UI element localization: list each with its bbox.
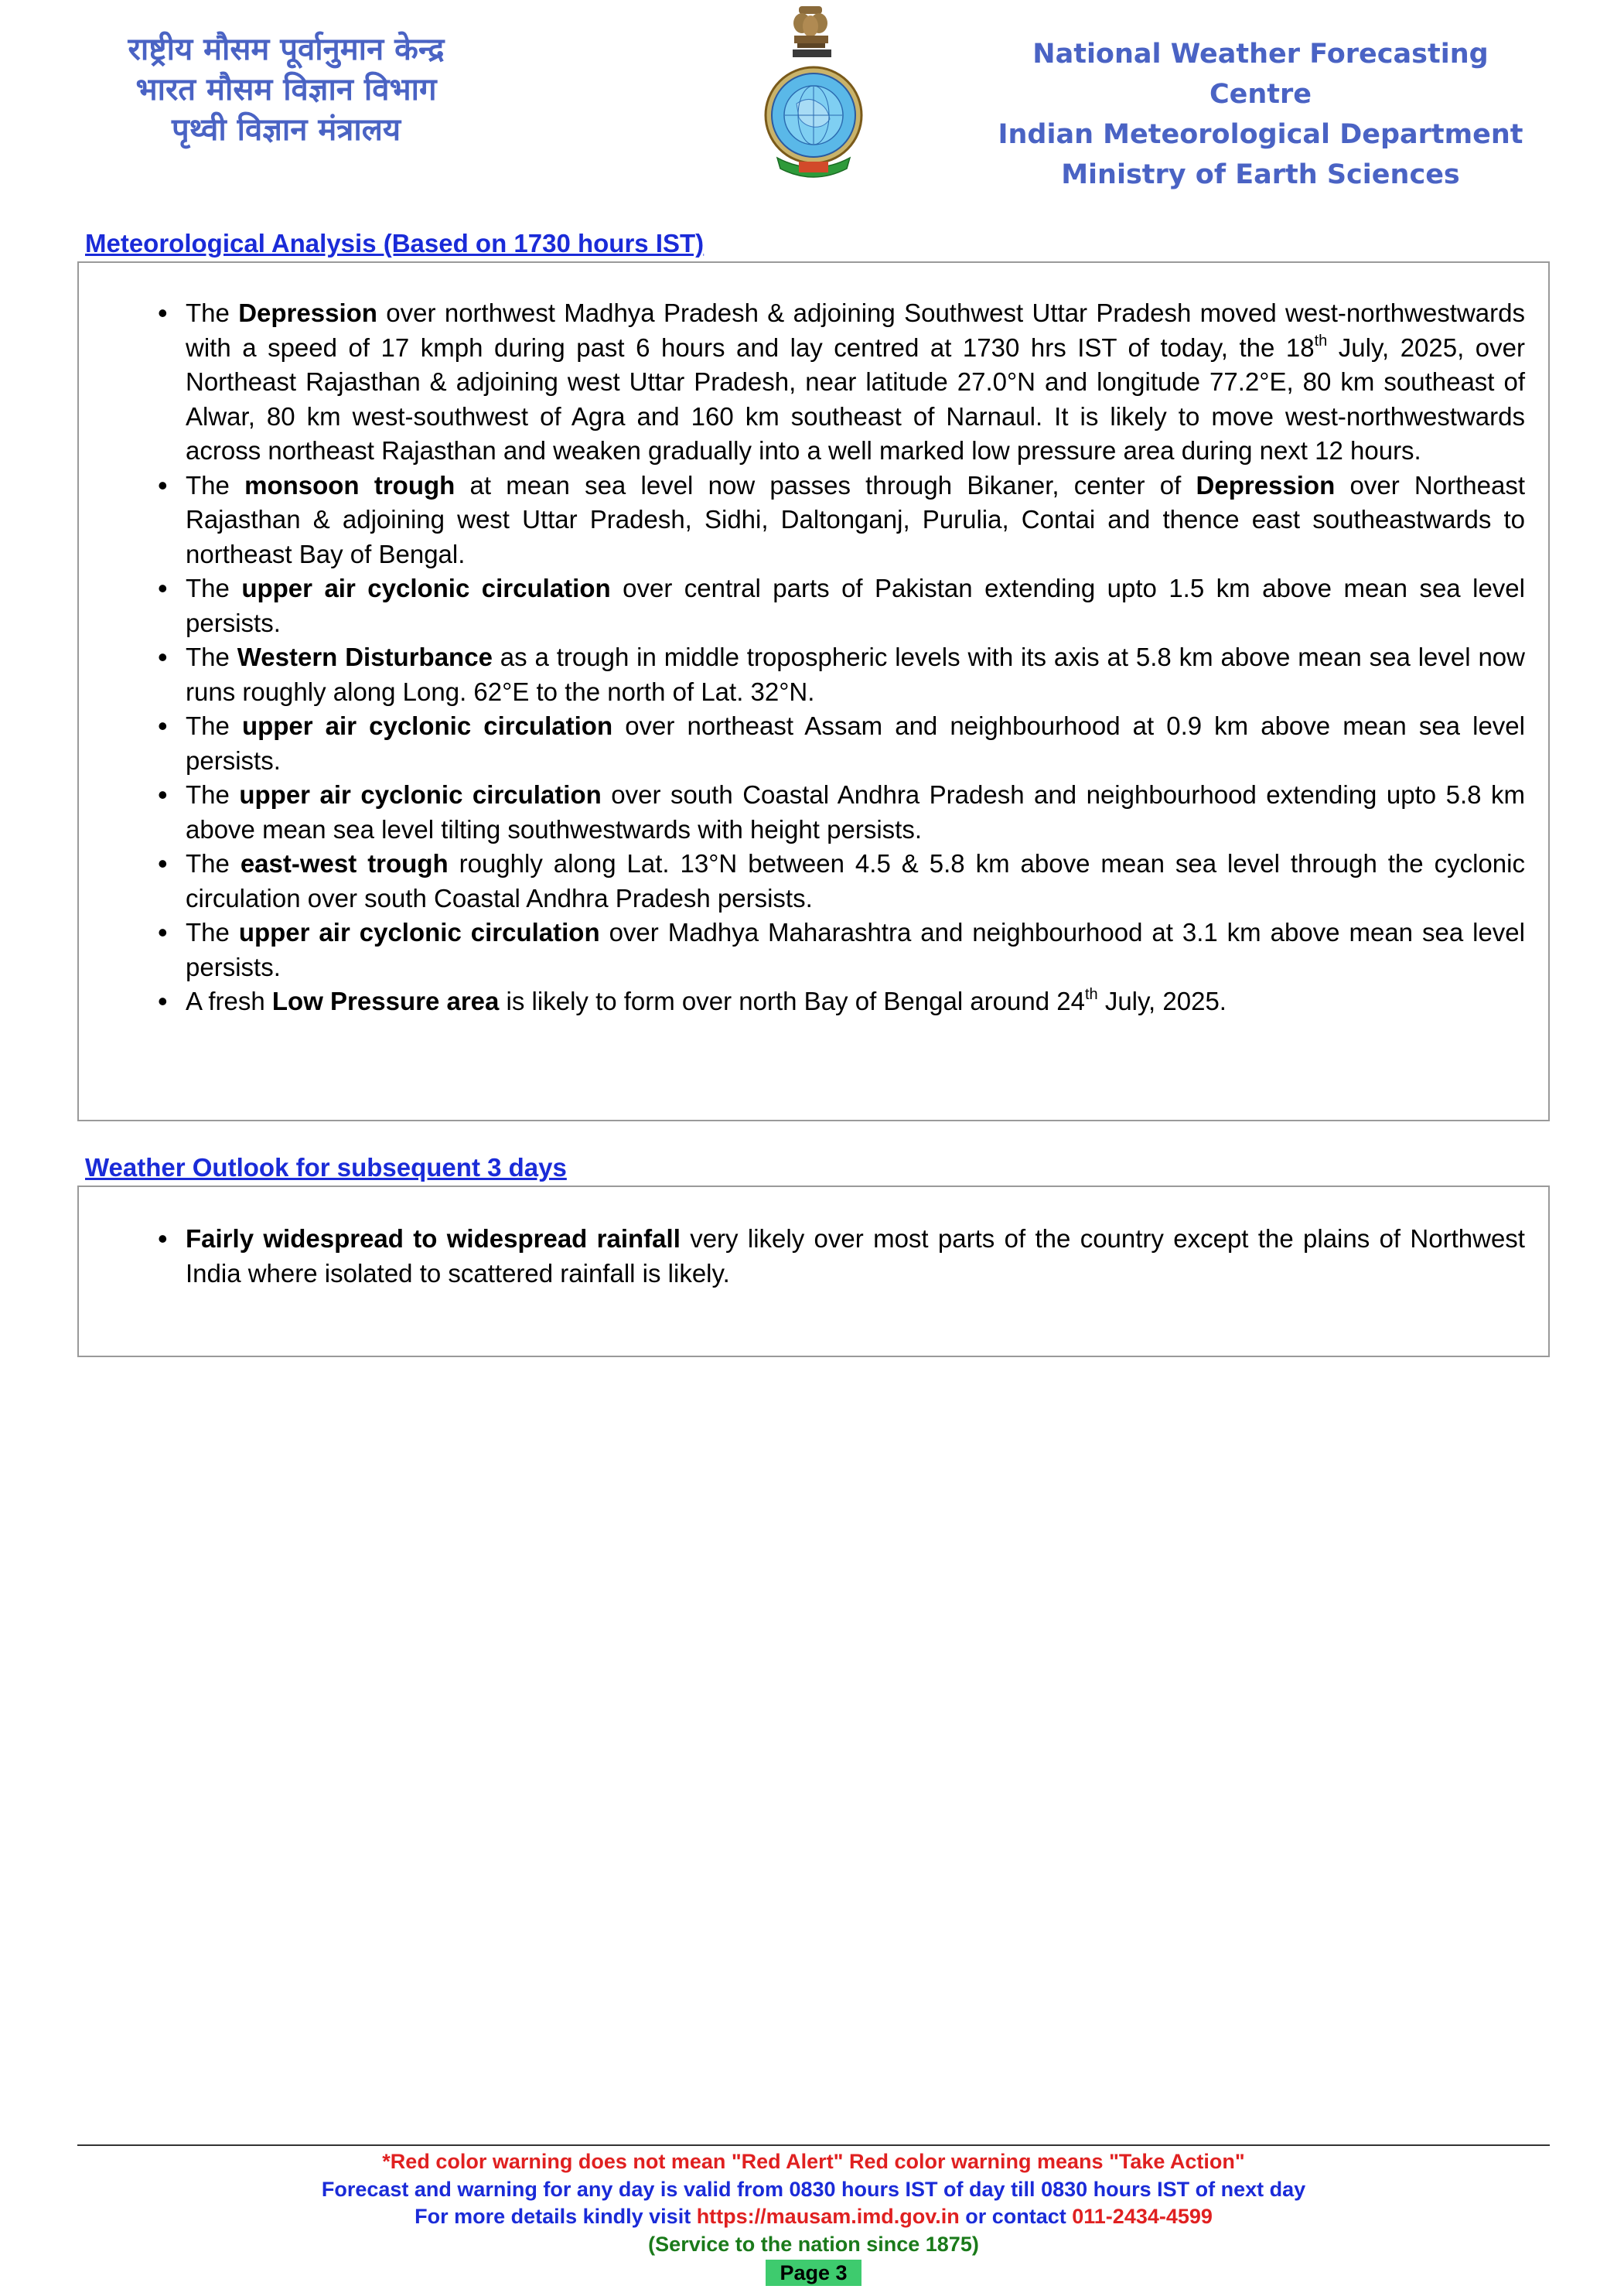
hindi-title-line: राष्ट्रीय मौसम पूर्वानुमान केन्द्र bbox=[128, 32, 445, 67]
list-item: • The upper air cyclonic circulation over northeast Assam and neighbourhood at 0.9 km above mean sea level persists. bbox=[79, 709, 1548, 778]
list-item: • Fairly widespread to widespread rainfall very likely over most parts of the country except the plains of Northwest India where isolated to scattered rainfall is likely. bbox=[79, 1222, 1548, 1291]
footer-phone-number: 011-2434-4599 bbox=[1072, 2205, 1213, 2228]
footer-warning-note: *Red color warning does not mean "Red Alert" Red color warning means "Take Action" bbox=[382, 2150, 1245, 2173]
hindi-title-line: भारत मौसम विज्ञान विभाग bbox=[135, 72, 437, 107]
outlook-box bbox=[77, 1186, 1550, 1357]
hindi-title-line: पृथ्वी विज्ञान मंत्रालय bbox=[171, 112, 401, 148]
english-title-line: National Weather Forecasting Centre bbox=[1032, 39, 1489, 110]
footer-contact-line: For more details kindly visit https://mausam.imd.gov.in or contact 011-2434-4599 bbox=[415, 2205, 1213, 2228]
page-header bbox=[0, 0, 1624, 193]
hindi-title-block bbox=[77, 29, 495, 150]
page-number-badge: Page 3 bbox=[766, 2260, 861, 2286]
outlook-list bbox=[79, 1222, 1548, 1291]
footer-divider bbox=[77, 2144, 1550, 2146]
english-title-line: Ministry of Earth Sciences bbox=[1061, 159, 1460, 190]
list-item: • A fresh Low Pressure area is likely to form over north Bay of Bengal around 24th July, 2025. bbox=[79, 984, 1548, 1019]
footer-validity-note: Forecast and warning for any day is valid from 0830 hours IST of day till 0830 hours IST of next day bbox=[321, 2177, 1306, 2201]
list-item: • The monsoon trough at mean sea level now passes through Bikaner, center of Depression over Northeast Rajasthan & adjoining west Uttar Pradesh, Sidhi, Daltonganj, Purulia, Contai and thence east southeastwards to northeast Bay of Bengal. bbox=[79, 469, 1548, 572]
english-title-line: Indian Meteorological Department bbox=[998, 119, 1523, 150]
list-item: • The Western Disturbance as a trough in middle tropospheric levels with its axis at 5.8 km above mean sea level now runs roughly along Long. 62°E to the north of Lat. 32°N. bbox=[79, 640, 1548, 709]
analysis-section-title: Meteorological Analysis (Based on 1730 hours IST) bbox=[85, 229, 705, 258]
list-item: • The upper air cyclonic circulation over south Coastal Andhra Pradesh and neighbourhood extending upto 5.8 km above mean sea level tilting southwestwards with height persists. bbox=[79, 778, 1548, 847]
analysis-list bbox=[79, 296, 1548, 1019]
page-footer bbox=[77, 2148, 1550, 2287]
list-item: • The east-west trough roughly along Lat. 13°N between 4.5 & 5.8 km above mean sea level through the cyclonic circulation over south Coastal Andhra Pradesh persists. bbox=[79, 847, 1548, 916]
list-item: • The Depression over northwest Madhya Pradesh & adjoining Southwest Uttar Pradesh moved west-northwestwards with a speed of 17 kmph during past 6 hours and lay centred at 1730 hrs IST of today, the 18th July, 2025, over Northeast Rajasthan & adjoining west Uttar Pradesh, near latitude 27.0°N and longitude 77.2°E, 80 km southeast of Alwar, 80 km west-southwest of Agra and 160 km southeast of Narnaul. It is likely to move west-northwestwards across northeast Rajasthan and weaken gradually into a well marked low pressure area during next 12 hours. bbox=[79, 296, 1548, 469]
imd-emblem-icon bbox=[762, 3, 866, 183]
english-title-block bbox=[982, 34, 1539, 195]
list-item: • The upper air cyclonic circulation over Madhya Maharashtra and neighbourhood at 3.1 km above mean sea level persists. bbox=[79, 916, 1548, 984]
footer-website-link[interactable]: https://mausam.imd.gov.in bbox=[696, 2205, 960, 2228]
footer-service-note: (Service to the nation since 1875) bbox=[648, 2232, 979, 2256]
outlook-section-title: Weather Outlook for subsequent 3 days bbox=[85, 1153, 567, 1182]
analysis-box bbox=[77, 261, 1550, 1121]
list-item: • The upper air cyclonic circulation over central parts of Pakistan extending upto 1.5 km above mean sea level persists. bbox=[79, 571, 1548, 640]
